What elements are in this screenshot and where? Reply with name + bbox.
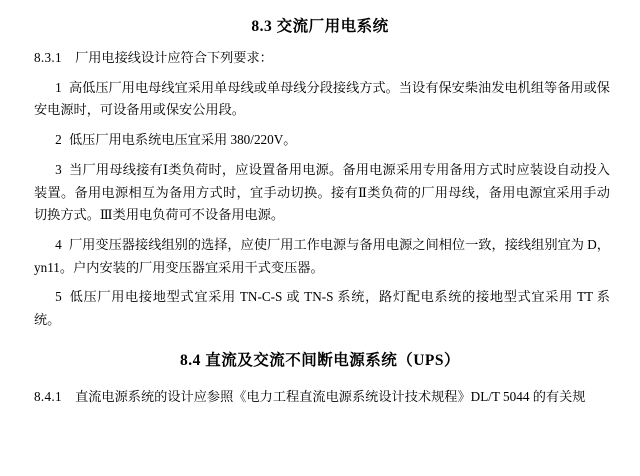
list-item-number: 5	[55, 289, 62, 305]
spacer	[0, 332, 640, 348]
list-item-4	[34, 234, 610, 279]
document-page	[0, 14, 640, 476]
spacer	[0, 36, 640, 47]
spacer	[0, 370, 640, 386]
spacer	[34, 279, 610, 286]
list-item-3	[34, 159, 610, 227]
list-item-number: 3	[55, 161, 62, 177]
clause-number: 8.3.1	[34, 50, 62, 65]
section-8-3-body	[0, 47, 640, 332]
clause-text: 厂用电接线设计应符合下列要求：	[75, 50, 273, 65]
section-heading-8-4: 8.4 直流及交流不间断电源系统（UPS）	[179, 351, 461, 369]
list-item-number: 1	[55, 79, 62, 95]
spacer	[34, 70, 610, 77]
clause-number: 8.4.1	[34, 388, 62, 404]
clause-8-3-1	[34, 47, 610, 70]
list-item-text: 高低压厂用电母线宜采用单母线或单母线分段接线方式。当设有保安柴油发电机组等备用或保安电源时，可设备用或保安公用段。	[34, 79, 610, 118]
clause-text: 直流电源系统的设计应参照《电力工程直流电源系统设计技术规程》DL/T 5044 的有关规	[75, 388, 586, 404]
list-item-5	[34, 286, 610, 331]
list-item-number: 2	[55, 132, 62, 148]
list-item-1	[34, 77, 610, 122]
section-8-4-body	[0, 386, 640, 409]
spacer	[34, 122, 610, 129]
spacer	[34, 227, 610, 234]
list-item-text: 厂用变压器接线组别的选择，应使厂用工作电源与备用电源之间相位一致，接线组别宜为 D，yn11。户内安装的厂用变压器宜采用干式变压器。	[34, 236, 610, 275]
list-item-text: 低压厂用电系统电压宜采用 380/220V。	[68, 132, 297, 148]
list-item-text: 当厂用母线接有Ⅰ类负荷时，应设置备用电源。备用电源采用专用备用方式时应装设自动投入装置。备用电源相互为备用方式时，宜手动切换。接有Ⅱ类负荷的厂用母线，备用电源宜采用手动切换方式。Ⅲ类用电负荷可不设备用电源。	[34, 161, 610, 223]
section-heading-8-3: 8.3 交流厂用电系统	[251, 18, 389, 35]
clause-8-4-1	[34, 386, 610, 409]
spacer	[34, 152, 610, 159]
list-item-text: 低压厂用电接地型式宜采用 TN-C-S 或 TN-S 系统，路灯配电系统的接地型式宜采用 TT 系统。	[34, 289, 610, 328]
list-item-number: 4	[55, 236, 62, 252]
list-item-2	[34, 129, 610, 152]
